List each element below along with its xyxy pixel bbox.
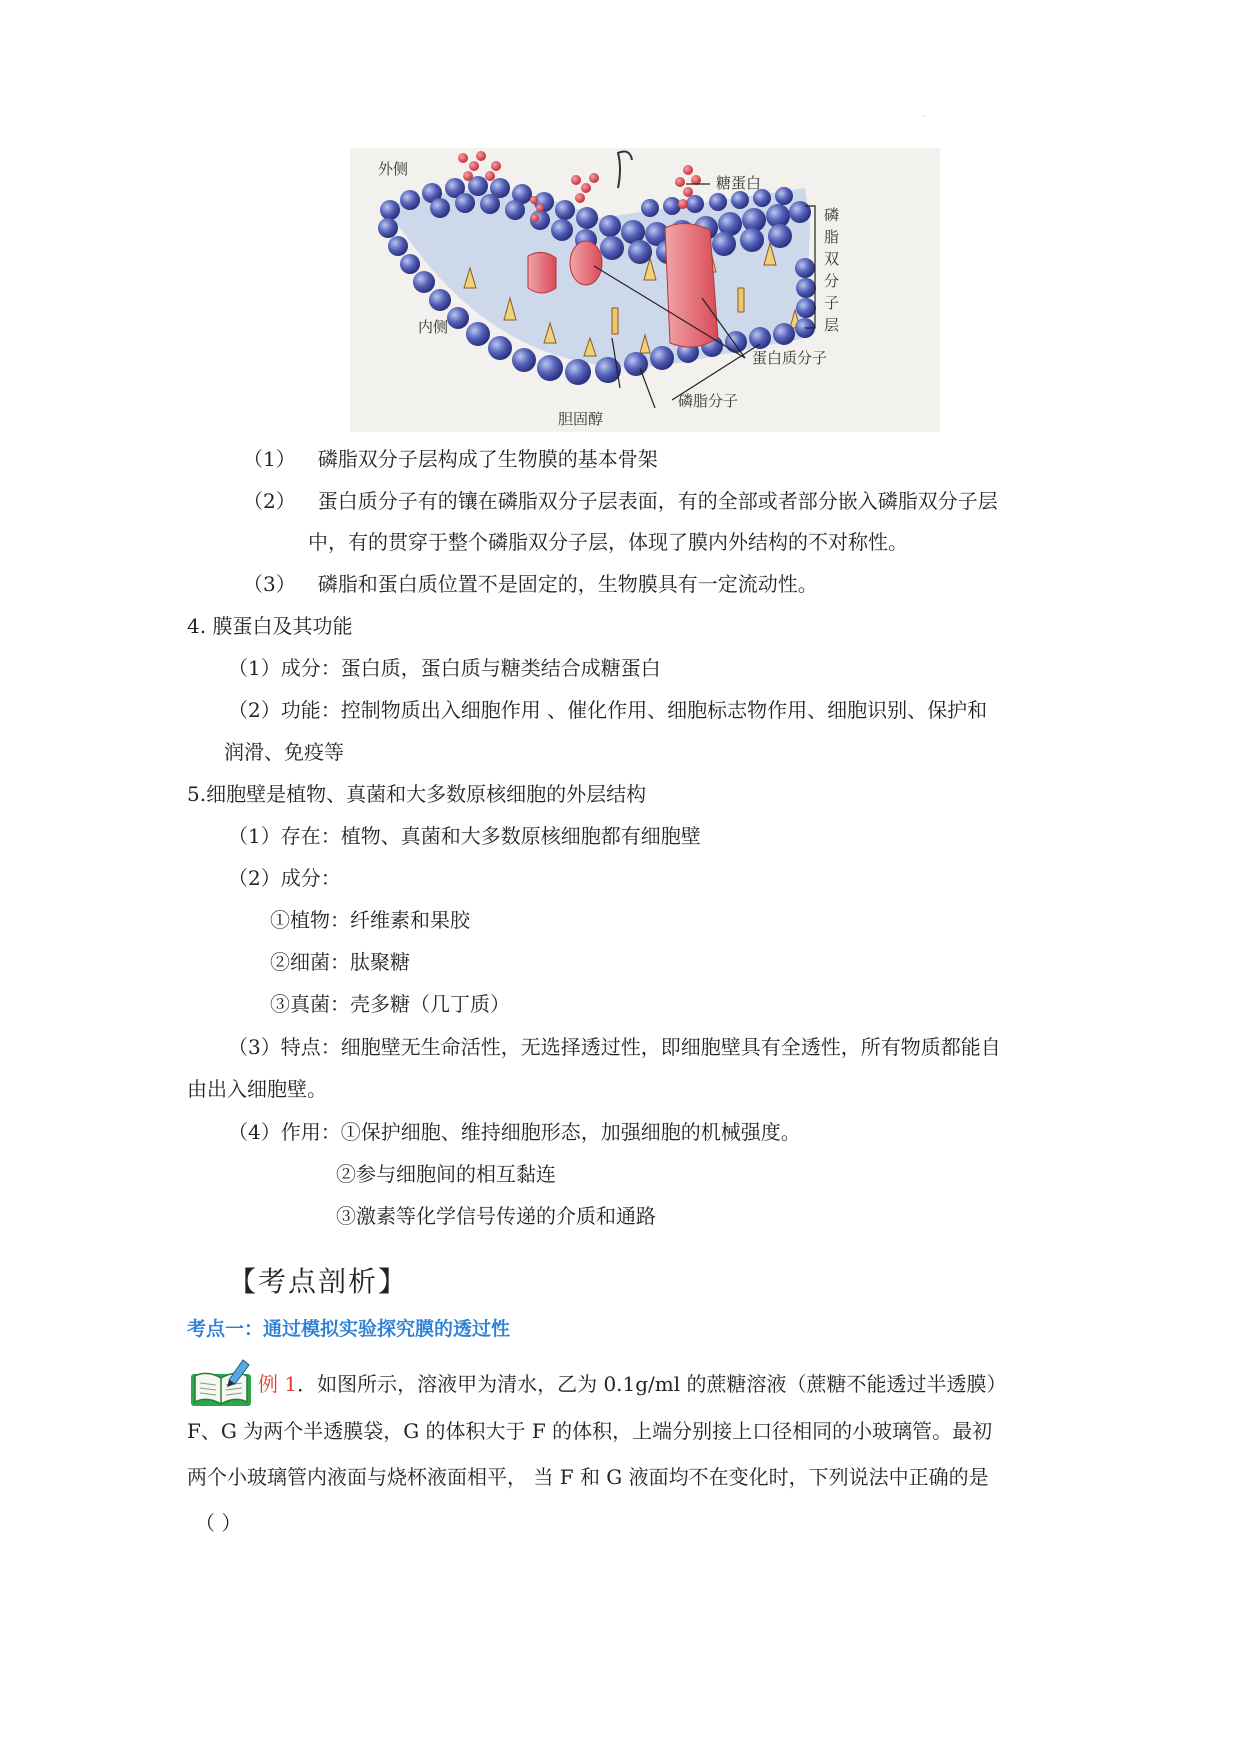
section4-item-2-continued: 润滑、免疫等 xyxy=(224,740,344,764)
point-text: 磷脂和蛋白质位置不是固定的，生物膜具有一定流动性。 xyxy=(317,572,818,596)
section5-function: （4）作用：①保护细胞、维持细胞形态，加强细胞的机械强度。 xyxy=(228,1120,801,1144)
composition-fungi: ③真菌：壳多糖（几丁质） xyxy=(270,992,510,1016)
point-text: 蛋白质分子有的镶在磷脂双分子层表面，有的全部或者部分嵌入磷脂双分子层 xyxy=(317,489,998,513)
label-phospholipid: 磷脂分子 xyxy=(678,392,739,410)
membrane-diagram xyxy=(350,148,940,432)
section4-item-2: （2）功能：控制物质出入细胞作用 、催化作用、细胞标志物作用、细胞识别、保护和 xyxy=(228,698,988,722)
surface-protein xyxy=(570,241,602,285)
svg-text:子: 子 xyxy=(824,294,840,312)
point-text: 磷脂双分子层构成了生物膜的基本骨架 xyxy=(317,447,658,471)
section4-title: 4. 膜蛋白及其功能 xyxy=(187,614,353,638)
section4-item-1: （1）成分：蛋白质，蛋白质与糖类结合成糖蛋白 xyxy=(228,656,661,680)
section5-function-2: ②参与细胞间的相互黏连 xyxy=(336,1162,556,1186)
point-number: （2） xyxy=(243,489,296,513)
point-number: （3） xyxy=(243,572,296,596)
label-glycoprotein: 糖蛋白 xyxy=(716,174,762,192)
embedded-protein xyxy=(528,252,556,293)
section5-exist: （1）存在：植物、真菌和大多数原核细胞都有细胞壁 xyxy=(228,824,701,848)
example-1-answer-blank: （ ） xyxy=(195,1511,242,1535)
book-pencil-icon xyxy=(189,1356,255,1408)
point-2 xyxy=(243,487,998,515)
svg-text:层: 层 xyxy=(824,316,840,334)
point-3 xyxy=(243,570,818,598)
composition-bacteria: ②细菌：肽聚糖 xyxy=(270,950,410,974)
svg-text:磷: 磷 xyxy=(824,206,840,224)
section5-composition-title: （2）成分： xyxy=(228,866,341,890)
example-1-line-1 xyxy=(258,1370,1007,1398)
cell-membrane-figure xyxy=(350,148,940,432)
transmembrane-protein xyxy=(665,223,718,347)
section5-feature-continued: 由出入细胞壁。 xyxy=(187,1077,327,1101)
kaodian-1-title: 考点一：通过模拟实验探究膜的透过性 xyxy=(187,1318,511,1340)
example-text: ．如图所示，溶液甲为清水，乙为 0.1g/ml 的蔗糖溶液（蔗糖不能透过半透膜） xyxy=(297,1372,1007,1396)
point-2-continued: 中，有的贯穿于整个磷脂双分子层，体现了膜内外结构的不对称性。 xyxy=(308,530,908,554)
section5-feature: （3）特点：细胞壁无生命活性，无选择透过性，即细胞壁具有全透性，所有物质都能自 xyxy=(228,1035,1001,1059)
point-number: （1） xyxy=(243,447,296,471)
point-1 xyxy=(243,445,658,473)
example-1-line-2: F、G 为两个半透膜袋，G 的体积大于 F 的体积，上端分别接上口径相同的小玻璃管。最初 xyxy=(187,1419,993,1443)
composition-plant: ①植物：纤维素和果胶 xyxy=(270,908,470,932)
svg-text:脂: 脂 xyxy=(824,228,840,246)
svg-text:分: 分 xyxy=(824,272,840,290)
example-label: 例 1 xyxy=(258,1372,298,1396)
section5-function-3: ③激素等化学信号传递的介质和通路 xyxy=(336,1204,656,1228)
label-outside: 外侧 xyxy=(378,160,409,178)
label-cholesterol: 胆固醇 xyxy=(558,410,604,428)
page-mark: · xyxy=(923,112,926,121)
label-protein: 蛋白质分子 xyxy=(752,349,828,367)
analysis-heading: 【考点剖析】 xyxy=(228,1265,409,1298)
label-inside: 内侧 xyxy=(418,318,449,336)
svg-text:双: 双 xyxy=(824,250,840,268)
section5-title: 5.细胞壁是植物、真菌和大多数原核细胞的外层结构 xyxy=(187,782,647,806)
example-1-line-3: 两个小玻璃管内液面与烧杯液面相平， 当 F 和 G 液面均不在变化时，下列说法中正确的是 xyxy=(187,1465,989,1489)
